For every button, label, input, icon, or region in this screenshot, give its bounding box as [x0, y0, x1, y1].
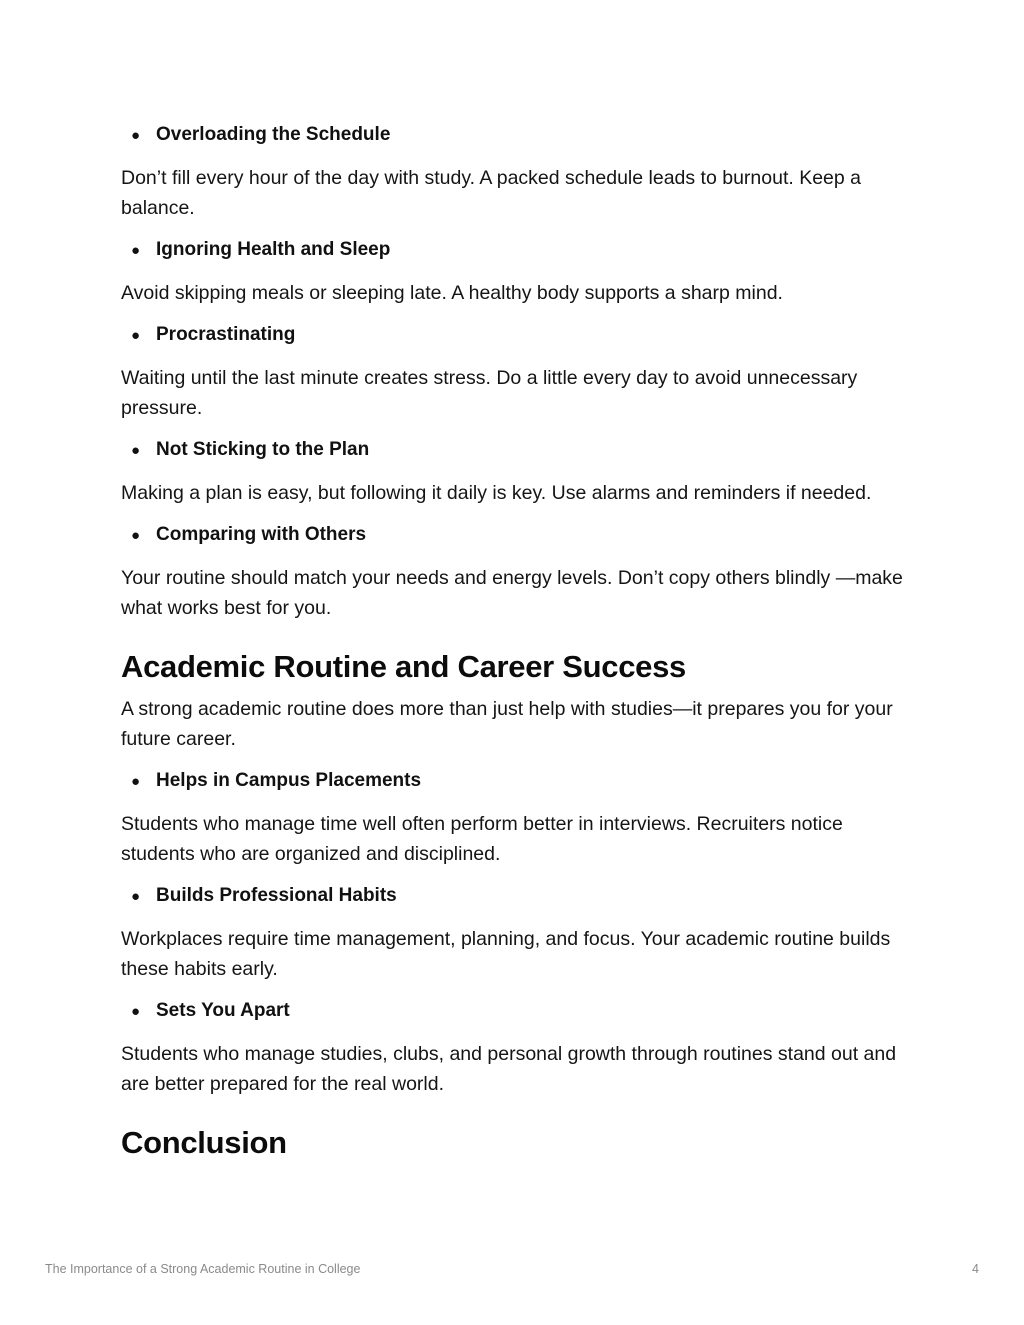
list-item-title: [121, 235, 911, 266]
list-item-text: Making a plan is easy, but following it daily is key. Use alarms and reminders if needed.: [121, 482, 872, 504]
list-item-text: Don’t fill every hour of the day with study. A packed schedule leads to burnout. Keep a balance.: [121, 167, 862, 219]
list-item-title: [121, 996, 911, 1027]
bullet-icon: ●: [131, 242, 141, 259]
list-item-title-text: Not Sticking to the Plan: [156, 439, 370, 460]
bullet-icon: ●: [131, 1003, 141, 1020]
section-heading-conclusion: Conclusion: [121, 1125, 287, 1160]
list-item-title: [121, 435, 911, 466]
list-item-title-text: Builds Professional Habits: [156, 885, 397, 906]
list-item-title: [121, 520, 911, 551]
bullet-icon: ●: [131, 127, 141, 144]
page-content: [121, 120, 911, 1170]
list-item-text: Workplaces require time management, planning, and focus. Your academic routine builds these habits early.: [121, 928, 891, 980]
list-item-title-text: Sets You Apart: [156, 1000, 290, 1021]
bullet-icon: ●: [131, 327, 141, 344]
list-item-text: Avoid skipping meals or sleeping late. A healthy body supports a sharp mind.: [121, 282, 783, 304]
footer-doc-title: The Importance of a Strong Academic Routine in College: [45, 1262, 361, 1276]
bullet-icon: ●: [131, 773, 141, 790]
page-number: 4: [972, 1262, 979, 1276]
section-intro: A strong academic routine does more than just help with studies—it prepares you for your future career.: [121, 698, 893, 750]
list-item-title: [121, 320, 911, 351]
list-item-title-text: Overloading the Schedule: [156, 124, 391, 145]
list-item-title-text: Ignoring Health and Sleep: [156, 239, 391, 260]
bullet-icon: ●: [131, 888, 141, 905]
list-item-text: Students who manage time well often perform better in interviews. Recruiters notice students who are organized and disciplined.: [121, 813, 843, 865]
bullet-icon: ●: [131, 442, 141, 459]
list-item-text: Your routine should match your needs and energy levels. Don’t copy others blindly —make what works best for you.: [121, 567, 903, 619]
bullet-icon: ●: [131, 527, 141, 544]
list-item-title: [121, 881, 911, 912]
list-item-title: [121, 120, 911, 151]
list-item-title-text: Comparing with Others: [156, 524, 367, 545]
list-item-title-text: Procrastinating: [156, 324, 296, 345]
list-item-title: [121, 766, 911, 797]
section-heading-career: Academic Routine and Career Success: [121, 649, 686, 684]
list-item-title-text: Helps in Campus Placements: [156, 770, 422, 791]
list-item-text: Students who manage studies, clubs, and personal growth through routines stand out and are better prepared for the real world.: [121, 1043, 897, 1095]
list-item-text: Waiting until the last minute creates stress. Do a little every day to avoid unnecessary pressure.: [121, 367, 858, 419]
page-footer: [45, 1262, 979, 1276]
